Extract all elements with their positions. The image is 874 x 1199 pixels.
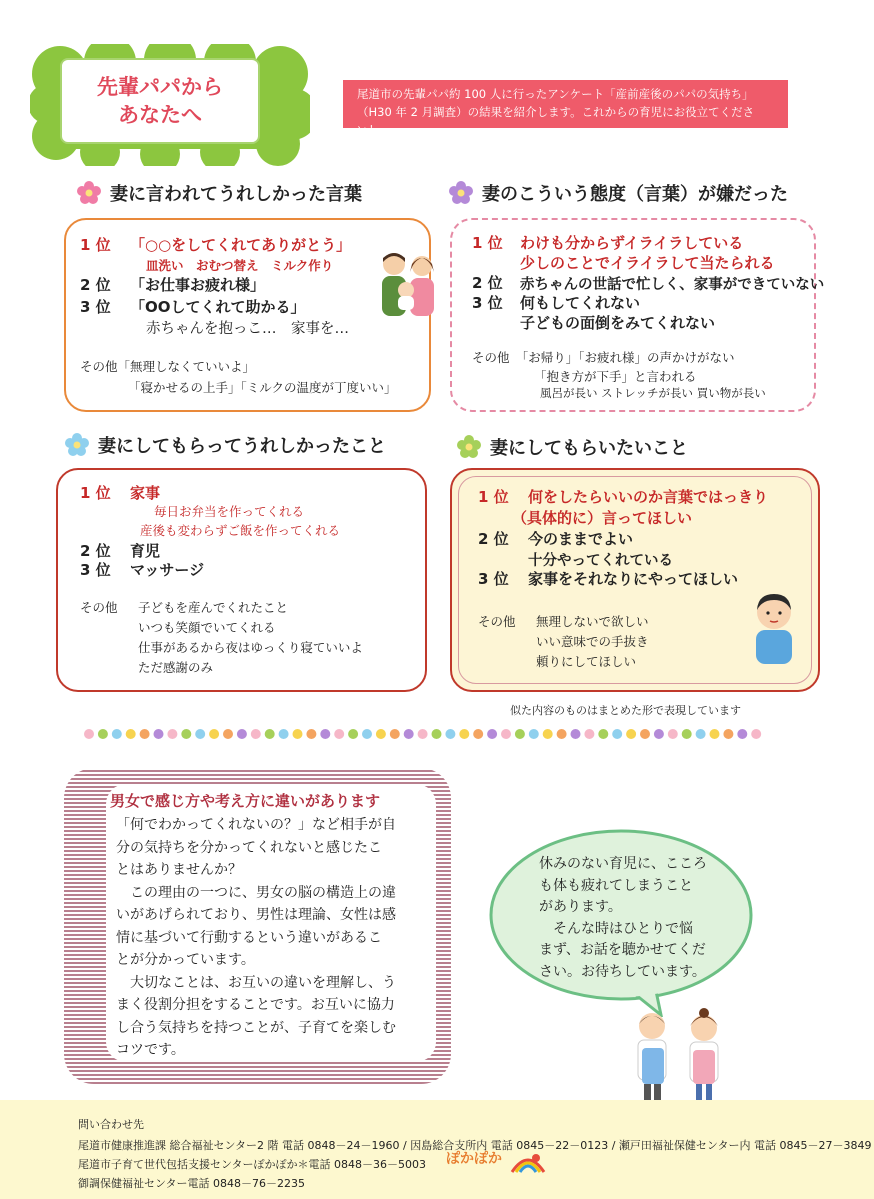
divider-dot [390, 729, 400, 739]
divider-dot [654, 729, 664, 739]
rank3-text: 「OOしてくれて助かる」 [130, 298, 306, 316]
footer-contact-line2: 尾道市子育て世代包括支援センターぽかぽか＊電話 0848－36－5003 [78, 1158, 427, 1171]
father-illustration-icon [746, 590, 802, 664]
divider-dot [126, 729, 136, 739]
divider-dot [751, 729, 761, 739]
bubble-line: があります。 [539, 899, 622, 915]
divider-dot [459, 729, 469, 739]
bubble-text [539, 854, 723, 983]
divider-dot [293, 729, 303, 739]
bubble-line: も体も疲れてしまうこと [539, 877, 693, 894]
divider-dot [84, 729, 94, 739]
rank-label: 3 位 [80, 561, 111, 579]
intro-banner [343, 80, 788, 137]
divider-dot [306, 729, 316, 739]
divider-dot [668, 729, 678, 739]
intro-line2: （H30 年 2 月調査）の結果を紹介します。これからの育児にお役立てください！ [357, 105, 755, 137]
rank3-text: マッサージ [130, 561, 205, 579]
other-text: いい意味での手抜き [536, 634, 649, 649]
other-label: その他 [80, 600, 118, 615]
dots-divider [82, 727, 762, 741]
divider-dot [543, 729, 553, 739]
divider-dot [112, 729, 122, 739]
rank3-text2: 子どもの面倒をみてくれない [520, 314, 716, 332]
rank1-sub: 毎日お弁当を作ってくれる [154, 504, 305, 519]
message-line: 分の気持ちを分かってくれないと感じたこ [116, 839, 382, 856]
section3-heading [64, 432, 386, 458]
rank-label: 2 位 [80, 276, 111, 294]
divider-dot [181, 729, 191, 739]
note-text: 似た内容のものはまとめた形で表現しています [510, 704, 741, 717]
rank-label: 2 位 [472, 274, 503, 292]
rank3-text: 家事をそれなりにやってほしい [528, 570, 739, 588]
rank-label: 1 位 [80, 236, 111, 254]
page-title [60, 58, 260, 144]
rank3-sub: 赤ちゃんを抱っこ… 家事を… [146, 321, 349, 337]
message-line: まく役割分担をすることです。お互いに協力 [116, 997, 395, 1013]
divider-dot [529, 729, 539, 739]
message-line: 「何でわかってくれないの？」など相手が自 [116, 817, 396, 833]
message-line: 大切なことは、お互いの違いを理解し、う [116, 974, 396, 991]
other-text: 頼りにしてほしい [536, 654, 637, 669]
rank1-text: わけも分からずイライラしている [520, 234, 744, 252]
rank-label: 3 位 [478, 570, 509, 588]
divider-dot [320, 729, 330, 739]
pokapoka-logo: ぽかぽか [446, 1151, 502, 1167]
staff-illustration-icon [626, 1008, 736, 1106]
rank-label: 2 位 [478, 530, 509, 548]
footer-contact-line3: 御調保健福祉センター電話 0848－76－2235 [78, 1177, 306, 1190]
message-line: コツです。 [116, 1042, 185, 1058]
rank-label: 2 位 [80, 542, 111, 560]
message-title: 男女で感じ方や考え方に違いがあります [110, 792, 381, 810]
section1-heading [76, 180, 362, 206]
rank-label: 1 位 [472, 234, 503, 252]
divider-dot [557, 729, 567, 739]
other-text: 子どもを産んでくれたこと [138, 600, 289, 615]
bubble-line: さい。お待ちしています。 [539, 963, 706, 980]
section4-heading [456, 434, 688, 460]
divider-dot [473, 729, 483, 739]
message-body [116, 814, 416, 1062]
divider-dot [612, 729, 622, 739]
other-text: その他「無理しなくていいよ」 [80, 359, 256, 374]
divider-dot [404, 729, 414, 739]
other-text: 仕事があるから夜はゆっくり寝ていいよ [138, 640, 363, 655]
divider-dot [195, 729, 205, 739]
rank2-text: 赤ちゃんの世話で忙しく、家事ができていない [520, 277, 825, 293]
message-line: いがあげられており、男性は理論、女性は感 [116, 907, 396, 923]
rank-label: 3 位 [472, 294, 503, 312]
divider-dot [626, 729, 636, 739]
bubble-line: 休みのない育児に、こころ [539, 856, 707, 872]
rank-label: 1 位 [478, 488, 509, 506]
divider-dot [598, 729, 608, 739]
other-text: ただ感謝のみ [138, 660, 214, 675]
divider-dot [584, 729, 594, 739]
divider-dot [348, 729, 358, 739]
divider-dot [140, 729, 150, 739]
rank1-text2: 少しのことでイライラして当たられる [520, 254, 775, 272]
divider-dot [710, 729, 720, 739]
other-text: 「抱き方が下手」と言われる [534, 369, 697, 384]
divider-dot [515, 729, 525, 739]
divider-dot [432, 729, 442, 739]
section2-heading [448, 180, 788, 206]
flower-icon [456, 434, 482, 460]
divider-dot [154, 729, 164, 739]
message-line: とが分かっています。 [116, 952, 255, 968]
page-title-line2: あなたへ [118, 103, 202, 127]
section2-heading-text: 妻のこういう態度（言葉）が嫌だった [482, 184, 788, 205]
message-line: し合う気持ちを持つことが、子育てを楽しむ [116, 1019, 396, 1036]
other-text: 「寝かせるの上手」「ミルクの温度が丁度いい」 [128, 380, 397, 395]
flower-icon [448, 180, 474, 206]
other-text: 風呂が長い ストレッチが長い 買い物が長い [540, 386, 766, 400]
section1-heading-text: 妻に言われてうれしかった言葉 [110, 184, 362, 205]
divider-dot [237, 729, 247, 739]
rank1-sub: 産後も変わらずご飯を作ってくれる [140, 523, 341, 538]
bubble-line: そんな時はひとりで悩 [539, 920, 693, 937]
section4-heading-text: 妻にしてもらいたいこと [490, 438, 688, 459]
footer-label: 問い合わせ先 [78, 1118, 144, 1131]
message-line: この理由の一つに、男女の脳の構造上の違 [116, 884, 396, 901]
rank1-text: 「○○をしてくれてありがとう」 [130, 236, 352, 254]
divider-dot [334, 729, 344, 739]
rank-label: 1 位 [80, 484, 111, 502]
divider-dot [167, 729, 177, 739]
rank2-text2: 十分やってくれている [528, 553, 673, 569]
divider-dot [640, 729, 650, 739]
message-line: 情に基づいて行動するという違いがあるこ [116, 929, 382, 946]
family-illustration-icon [376, 250, 440, 322]
divider-dot [98, 729, 108, 739]
other-label: その他 [478, 614, 516, 629]
bubble-line: まず、お話を聴かせてくだ [539, 942, 706, 958]
other-text: その他 「お帰り」「お疲れ様」の声かけがない [472, 350, 735, 365]
message-line: とはありませんか？ [116, 862, 242, 878]
divider-dot [265, 729, 275, 739]
rank3-text: 何もしてくれない [520, 294, 641, 312]
divider-dot [279, 729, 289, 739]
divider-dot [682, 729, 692, 739]
rank1-text2: （具体的に）言ってほしい [512, 509, 693, 527]
other-text: いつも笑顔でいてくれる [138, 620, 276, 635]
divider-dot [251, 729, 261, 739]
divider-dot [696, 729, 706, 739]
divider-dot [418, 729, 428, 739]
rank2-text: 「お仕事お疲れ様」 [130, 276, 266, 294]
flower-icon [64, 432, 90, 458]
rank2-text: 今のままでよい [528, 530, 634, 548]
rank1-sub: 皿洗い おむつ替え ミルク作り [146, 258, 334, 273]
footer-contact-line1: 尾道市健康推進課 総合福祉センター2 階 電話 0848－24－1960 / 因島総合支所内 電話 0845－22－0123 / 瀬戸田福祉保健センター内 電話 0845－27－3849 [78, 1139, 872, 1152]
divider-dot [209, 729, 219, 739]
page-title-line1: 先輩パパから [97, 75, 223, 99]
rainbow-logo-icon [508, 1150, 548, 1174]
divider-dot [723, 729, 733, 739]
divider-dot [362, 729, 372, 739]
divider-dot [445, 729, 455, 739]
divider-dot [501, 729, 511, 739]
section3-heading-text: 妻にしてもらってうれしかったこと [98, 436, 386, 457]
rank2-text: 育児 [130, 542, 161, 560]
intro-line1: 尾道市の先輩パパ約 100 人に行ったアンケート「産前産後のパパの気持ち」 [357, 87, 754, 101]
other-text: 無理しないで欲しい [536, 614, 649, 629]
divider-dot [223, 729, 233, 739]
divider-dot [737, 729, 747, 739]
divider-dot [376, 729, 386, 739]
rank1-text: 家事 [130, 484, 161, 502]
flower-icon [76, 180, 102, 206]
divider-dot [487, 729, 497, 739]
rank-label: 3 位 [80, 298, 111, 316]
rank1-text: 何をしたらいいのか言葉ではっきり [528, 488, 769, 506]
divider-dot [571, 729, 581, 739]
